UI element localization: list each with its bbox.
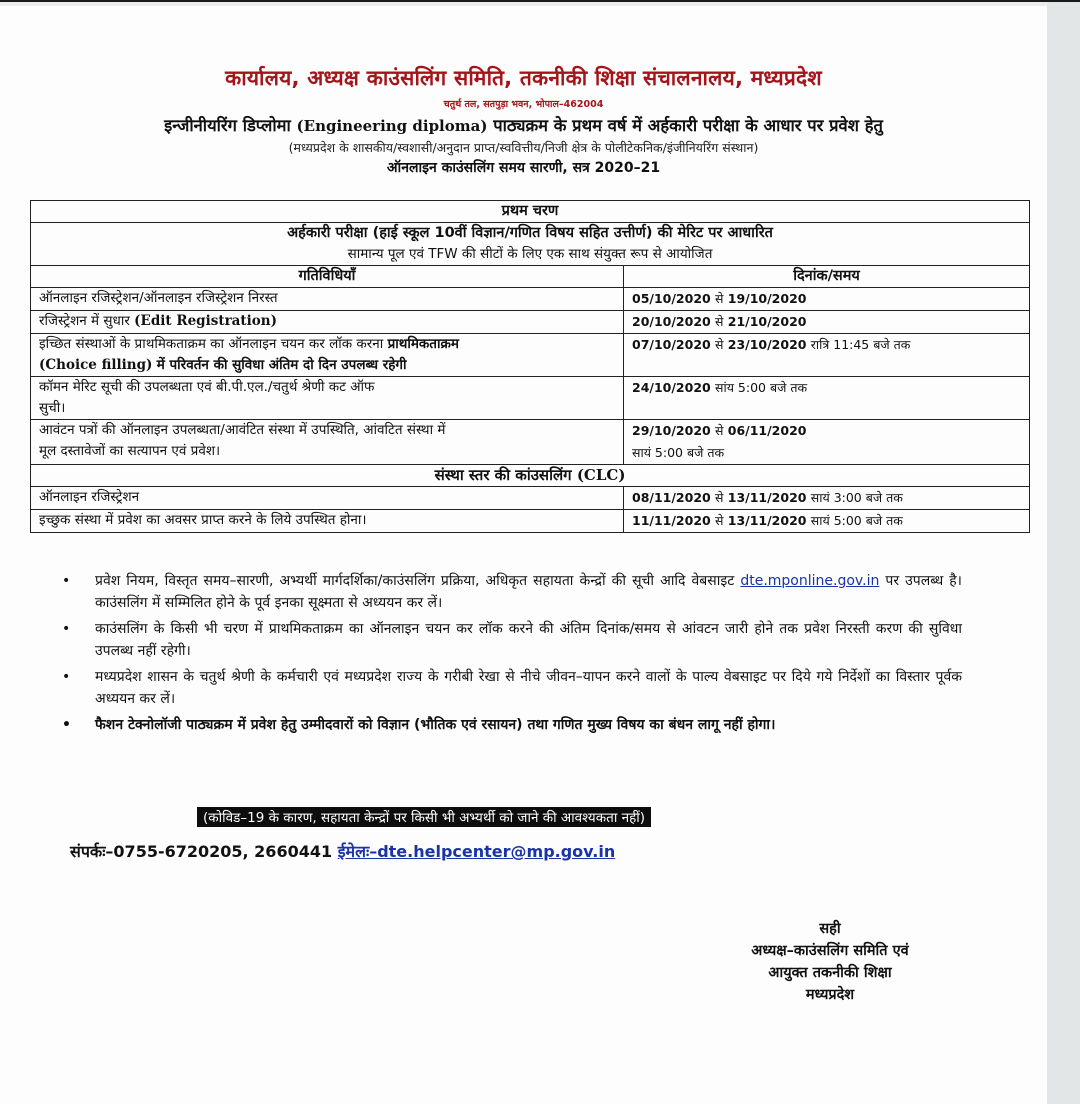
date-cell <box>624 420 1030 465</box>
note-item <box>62 570 962 614</box>
bullet-icon: • <box>62 573 71 589</box>
note-text-2: पर उपलब्ध है। काउंसलिंग में सम्मिलित होने के पूर्व इनका सूक्ष्मता से अध्ययन कर लें। <box>95 573 962 611</box>
subtitle-pre: इन्जीनीयरिंग डिप्लोमा <box>164 116 291 135</box>
covid-notice: (कोविड–19 के कारण, सहायता केन्द्रों पर किसी भी अभ्यर्थी को जाने की आवश्यकता नहीं) <box>197 807 651 827</box>
phase-row <box>31 201 1030 223</box>
clc-title-cell <box>31 465 1030 487</box>
activity-english: (Choice filling) <box>39 357 153 373</box>
phase-title: प्रथम चरण <box>31 201 1030 223</box>
table-row <box>31 377 1030 420</box>
date-time: सायं 5:00 बजे तक <box>810 513 903 528</box>
date-sep: से <box>715 513 724 528</box>
table-row <box>31 311 1030 334</box>
date-from: 20/10/2020 <box>632 314 711 329</box>
date-cell <box>624 510 1030 533</box>
date-sep: से <box>715 423 724 438</box>
table-row <box>31 288 1030 311</box>
date-from: 07/10/2020 <box>632 337 711 352</box>
contact-email-link[interactable]: ईमेलः–dte.helpcenter@mp.gov.in <box>337 842 616 861</box>
bullet-icon: • <box>62 669 71 685</box>
date-sep: से <box>715 337 724 352</box>
date-from: 05/10/2020 <box>632 291 711 306</box>
table-row <box>31 334 1030 377</box>
office-address: चतुर्थ तल, सतपुड़ा भवन, भोपाल–462004 <box>443 99 604 110</box>
activity-cell <box>31 334 624 377</box>
date-from: 11/11/2020 <box>632 513 711 528</box>
note-text: काउंसलिंग के किसी भी चरण में प्राथमिकताक्रम का ऑनलाइन चयन कर लॉक करने की अंतिम दिनांक/समय से आंवटन जारी होने तक प्रवेश निरस्ती करण की सुविधा उपलब्ध नहीं रहेगी। <box>95 621 962 659</box>
activity-cell <box>31 420 624 465</box>
date-from: 29/10/2020 <box>632 423 711 438</box>
date-cell <box>624 288 1030 311</box>
activity-cell <box>31 377 624 420</box>
date-cell <box>624 377 1030 420</box>
activity-cell: ऑनलाइन रजिस्ट्रेशन <box>31 487 624 510</box>
website-link[interactable]: dte.mponline.gov.in <box>740 573 880 589</box>
eligibility-cell <box>31 223 1030 266</box>
date-to: 06/11/2020 <box>727 423 807 438</box>
signature-block <box>700 918 960 1006</box>
bullet-icon: • <box>62 621 71 637</box>
schedule-table <box>30 200 1030 533</box>
note-item <box>62 714 962 736</box>
table-row <box>31 420 1030 465</box>
notes-list <box>62 570 962 740</box>
subtitle-post: पाठ्यक्रम के प्रथम वर्ष में अर्हकारी परीक्षा के आधार पर प्रवेश हेतु <box>493 116 883 135</box>
activity-text: इच्छित संस्थाओं के प्राथमिकताक्रम का ऑनलाइन चयन कर लॉक करना <box>39 336 384 352</box>
signature-line-1: सही <box>819 921 841 937</box>
eligibility-text: अर्हकारी परीक्षा (हाई स्कूल 10वीं विज्ञान/गणित विषय सहित उत्तीर्ण) की मेरिट पर आधारित <box>287 225 773 241</box>
clc-title: संस्था स्तर की कांउसलिंग <box>434 466 572 484</box>
activity-text: रजिस्ट्रेशन में सुधार <box>39 313 130 329</box>
subtitle-english: (Engineering diploma) <box>296 117 488 135</box>
activity-text: आवंटन पत्रों की ऑनलाइन उपलब्धता/आवंटित संस्था में उपस्थिति, आंवटित संस्था में <box>39 422 446 438</box>
date-to: 19/10/2020 <box>727 291 807 306</box>
signature-line-2: अध्यक्ष–काउंसलिंग समिति एवं <box>751 943 909 959</box>
activity-text: कॉमन मेरिट सूची की उपलब्धता एवं बी.पी.एल./चतुर्थ श्रेणी कट ऑफ <box>39 379 375 395</box>
col-activity-header: गतिविधियॉं <box>31 266 624 288</box>
institutions-note: (मध्यप्रदेश के शासकीय/स्वशासी/अनुदान प्राप्त/स्ववित्तीय/निजी क्षेत्र के पोलीटेकनिक/इंजीनियरिंग संस्थान) <box>288 140 759 155</box>
date-to: 13/11/2020 <box>727 513 807 528</box>
activity-cell: ऑनलाइन रजिस्ट्रेशन/ऑनलाइन रजिस्ट्रेशन निरस्त <box>31 288 624 311</box>
activity-english: (Edit Registration) <box>134 313 277 329</box>
note-item <box>62 618 962 662</box>
note-text: मध्यप्रदेश शासन के चतुर्थ श्रेणी के कर्मचारी एवं मध्यप्रदेश राज्य के गरीबी रेखा से नीचे जीवन–यापन करने वालों के पाल्य वेबसाइट पर दिये गये निर्देशों का विस्तार पूर्वक अध्ययन कर लें। <box>95 669 962 707</box>
right-margin-strip <box>1047 2 1080 1104</box>
date-time: सांय 5:00 बजे तक <box>715 380 808 395</box>
table-row <box>31 487 1030 510</box>
course-subtitle <box>0 113 1047 136</box>
date-cell <box>624 311 1030 334</box>
header-row <box>31 266 1030 288</box>
date-sep: से <box>715 314 724 329</box>
note-item <box>62 666 962 710</box>
date-time: सायं 5:00 बजे तक <box>632 445 725 460</box>
activity-text-line2: मूल दस्तावेजों का सत्यापन एवं प्रवेश। <box>39 443 221 459</box>
date-time: सायं 3:00 बजे तक <box>810 490 903 505</box>
signature-line-4: मध्यप्रदेश <box>805 987 855 1003</box>
table-row <box>31 510 1030 533</box>
activity-bold-2: में परिवर्तन की सुविधा अंतिम दो दिन उपलब्ध रहेगी <box>156 357 407 373</box>
signature-line-3: आयुक्त तकनीकी शिक्षा <box>768 965 892 981</box>
session-heading: ऑनलाइन काउंसलिंग समय सारणी, सत्र 2020–21 <box>386 160 661 176</box>
note-text: फैशन टेक्नोलॉजी पाठ्यक्रम में प्रवेश हेतु उम्मीदवारों को विज्ञान (भौतिक एवं रसायन) तथा गणित मुख्य विषय का बंधन लागू नहीं होगा। <box>95 717 776 733</box>
clc-english: (CLC) <box>576 466 626 484</box>
date-to: 21/10/2020 <box>727 314 807 329</box>
eligibility-row <box>31 223 1030 266</box>
office-title: कार्यालय, अध्यक्ष काउंसलिंग समिति, तकनीकी शिक्षा संचालनालय, मध्यप्रदेश <box>225 66 822 90</box>
activity-cell: इच्छुक संस्था में प्रवेश का अवसर प्राप्त करने के लिये उपस्थित होना। <box>31 510 624 533</box>
activity-cell <box>31 311 624 334</box>
date-from: 08/11/2020 <box>632 490 711 505</box>
date-time: रात्रि 11:45 बजे तक <box>810 337 911 352</box>
date-to: 13/11/2020 <box>727 490 807 505</box>
date-sep: से <box>715 490 724 505</box>
date-sep: से <box>715 291 724 306</box>
date-cell <box>624 487 1030 510</box>
clc-row <box>31 465 1030 487</box>
note-text: प्रवेश नियम, विस्तृत समय–सारणी, अभ्यर्थी मार्गदर्शिका/काउंसलिंग प्रक्रिया, अधिकृत सहायता केन्द्रों की सूची आदि वेबसाइट <box>95 573 735 589</box>
date-to: 23/10/2020 <box>727 337 807 352</box>
contact-phone: संपर्कः–0755-6720205, 2660441 <box>70 842 333 861</box>
col-date-header: दिनांक/समय <box>624 266 1030 288</box>
pool-note: सामान्य पूल एवं TFW की सीटों के लिए एक साथ संयुक्त रूप से आयोजित <box>347 246 713 262</box>
bullet-icon: • <box>62 717 71 733</box>
date-cell <box>624 334 1030 377</box>
contact-info <box>70 840 615 862</box>
activity-bold: प्राथमिकताक्रम <box>387 336 459 352</box>
date-from: 24/10/2020 <box>632 380 711 395</box>
activity-text-line2: सुची। <box>39 400 66 416</box>
